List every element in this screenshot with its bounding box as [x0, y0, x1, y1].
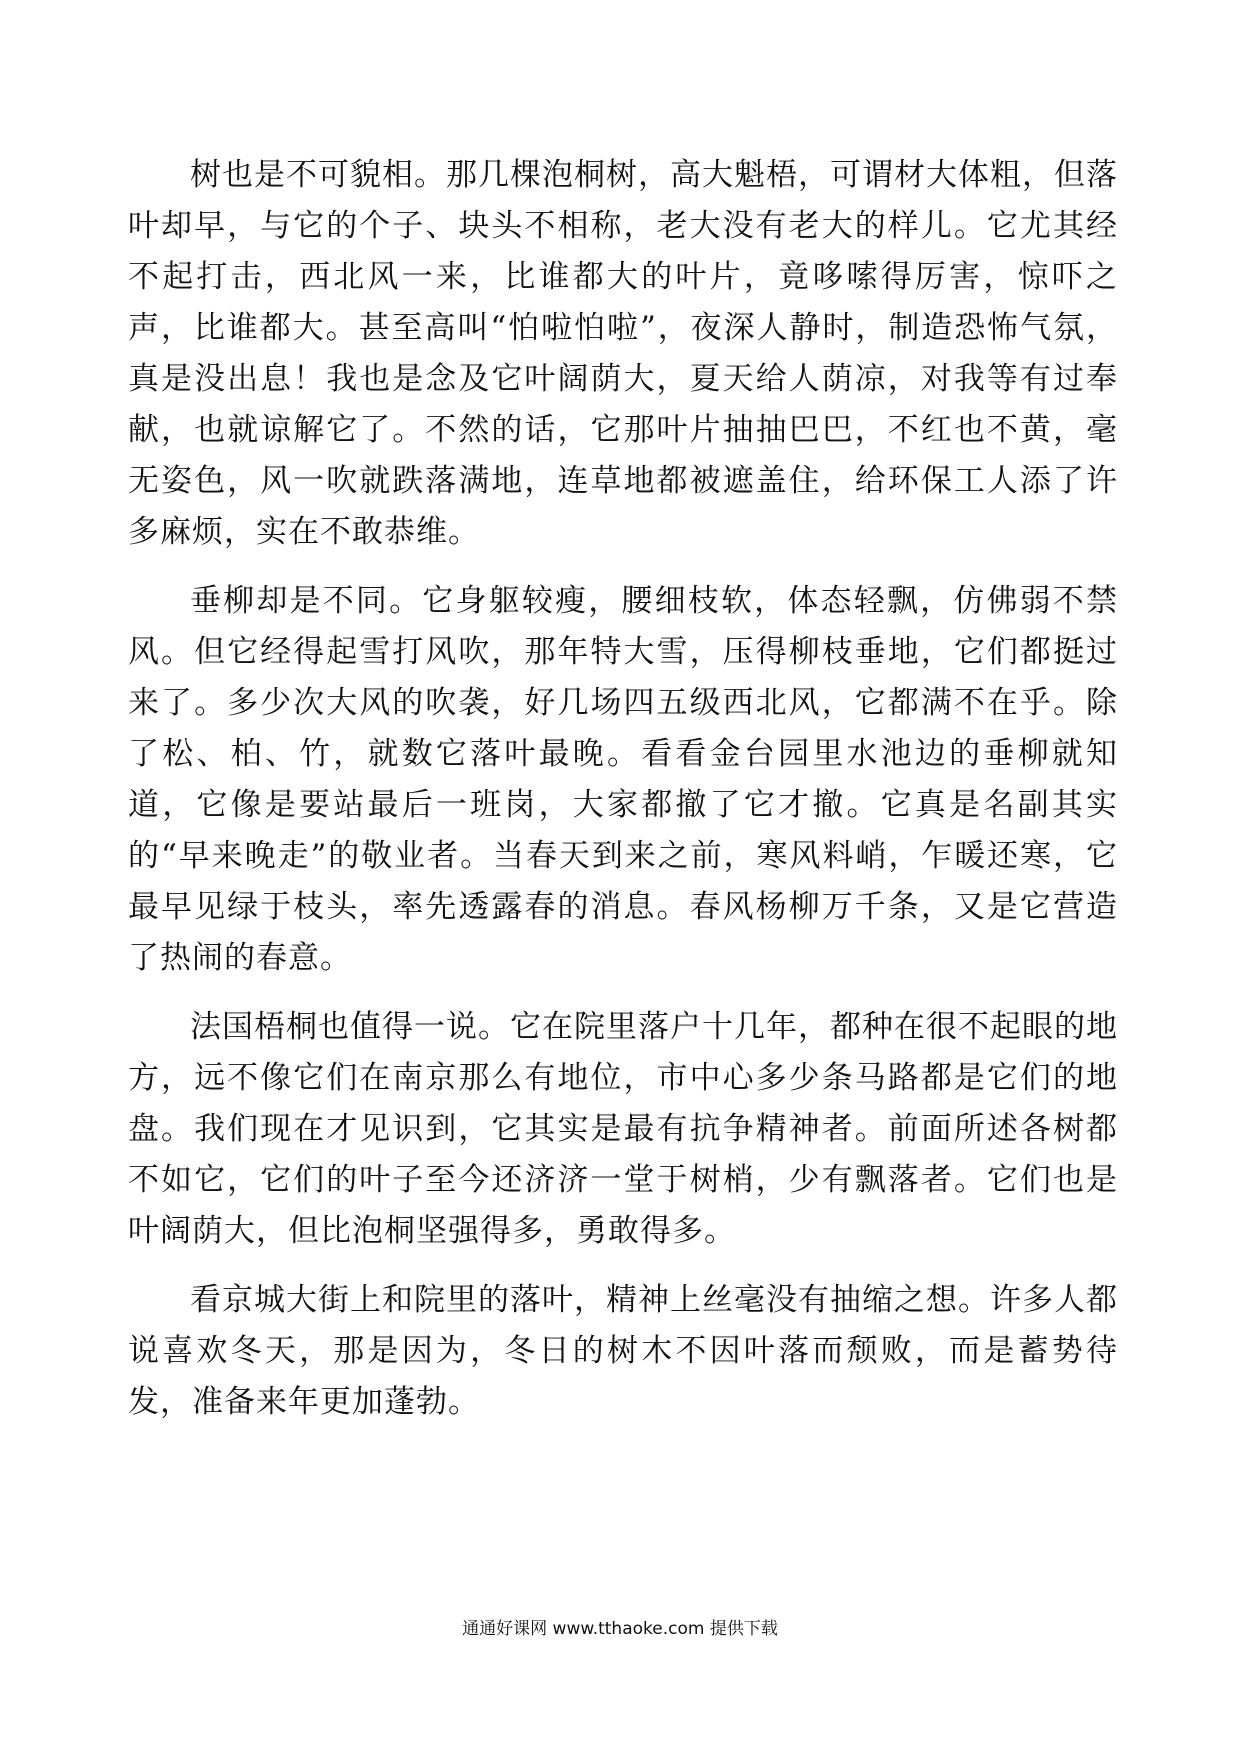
- paragraph-plane-tree: 法国梧桐也值得一说。它在院里落户十几年，都种在很不起眼的地方，远不像它们在南京那么有地位，市中心多少条马路都是它们的地盘。我们现在才见识到，它其实是最有抗争精神者。前面所述各树都不如它，它们的叶子至今还济济一堂于树梢，少有飘落者。它们也是叶阔荫大，但比泡桐坚强得多，勇敢得多。: [128, 1009, 1118, 1249]
- page-footer: 通通好课网 www.tthaoke.com 提供下载: [462, 1619, 778, 1639]
- paragraph-paulownia: 树也是不可貌相。那几棵泡桐树，高大魁梧，可谓材大体粗，但落叶却早，与它的个子、块头不相称，老大没有老大的样儿。它尤其经不起打击，西北风一来，比谁都大的叶片，竟哆嗦得厉害，惊吓之声，比谁都大。甚至高叫“怕啦怕啦”，夜深人静时，制造恐怖气氛，真是没出息！我也是念及它叶阔荫大，夏天给人荫凉，对我等有过奉献，也就谅解它了。不然的话，它那叶片抽抽巴巴，不红也不黄，毫无姿色，风一吹就跌落满地，连草地都被遮盖住，给环保工人添了许多麻烦，实在不敢恭维。: [128, 157, 1118, 550]
- paragraph-conclusion: 看京城大街上和院里的落叶，精神上丝毫没有抽缩之想。许多人都说喜欢冬天，那是因为，冬日的树木不因叶落而颓败，而是蓄势待发，准备来年更加蓬勃。: [128, 1282, 1118, 1420]
- paragraph-willow: 垂柳却是不同。它身躯较瘦，腰细枝软，体态轻飘，仿佛弱不禁风。但它经得起雪打风吹，那年特大雪，压得柳枝垂地，它们都挺过来了。多少次大风的吹袭，好几场四五级西北风，它都满不在乎。除了松、柏、竹，就数它落叶最晚。看看金台园里水池边的垂柳就知道，它像是要站最后一班岗，大家都撤了它才撤。它真是名副其实的“早来晚走”的敬业者。当春天到来之前，寒风料峭，乍暖还寒，它最早见绿于枝头，率先透露春的消息。春风杨柳万千条，又是它营造了热闹的春意。: [128, 583, 1118, 976]
- body-text: [128, 150, 1118, 1446]
